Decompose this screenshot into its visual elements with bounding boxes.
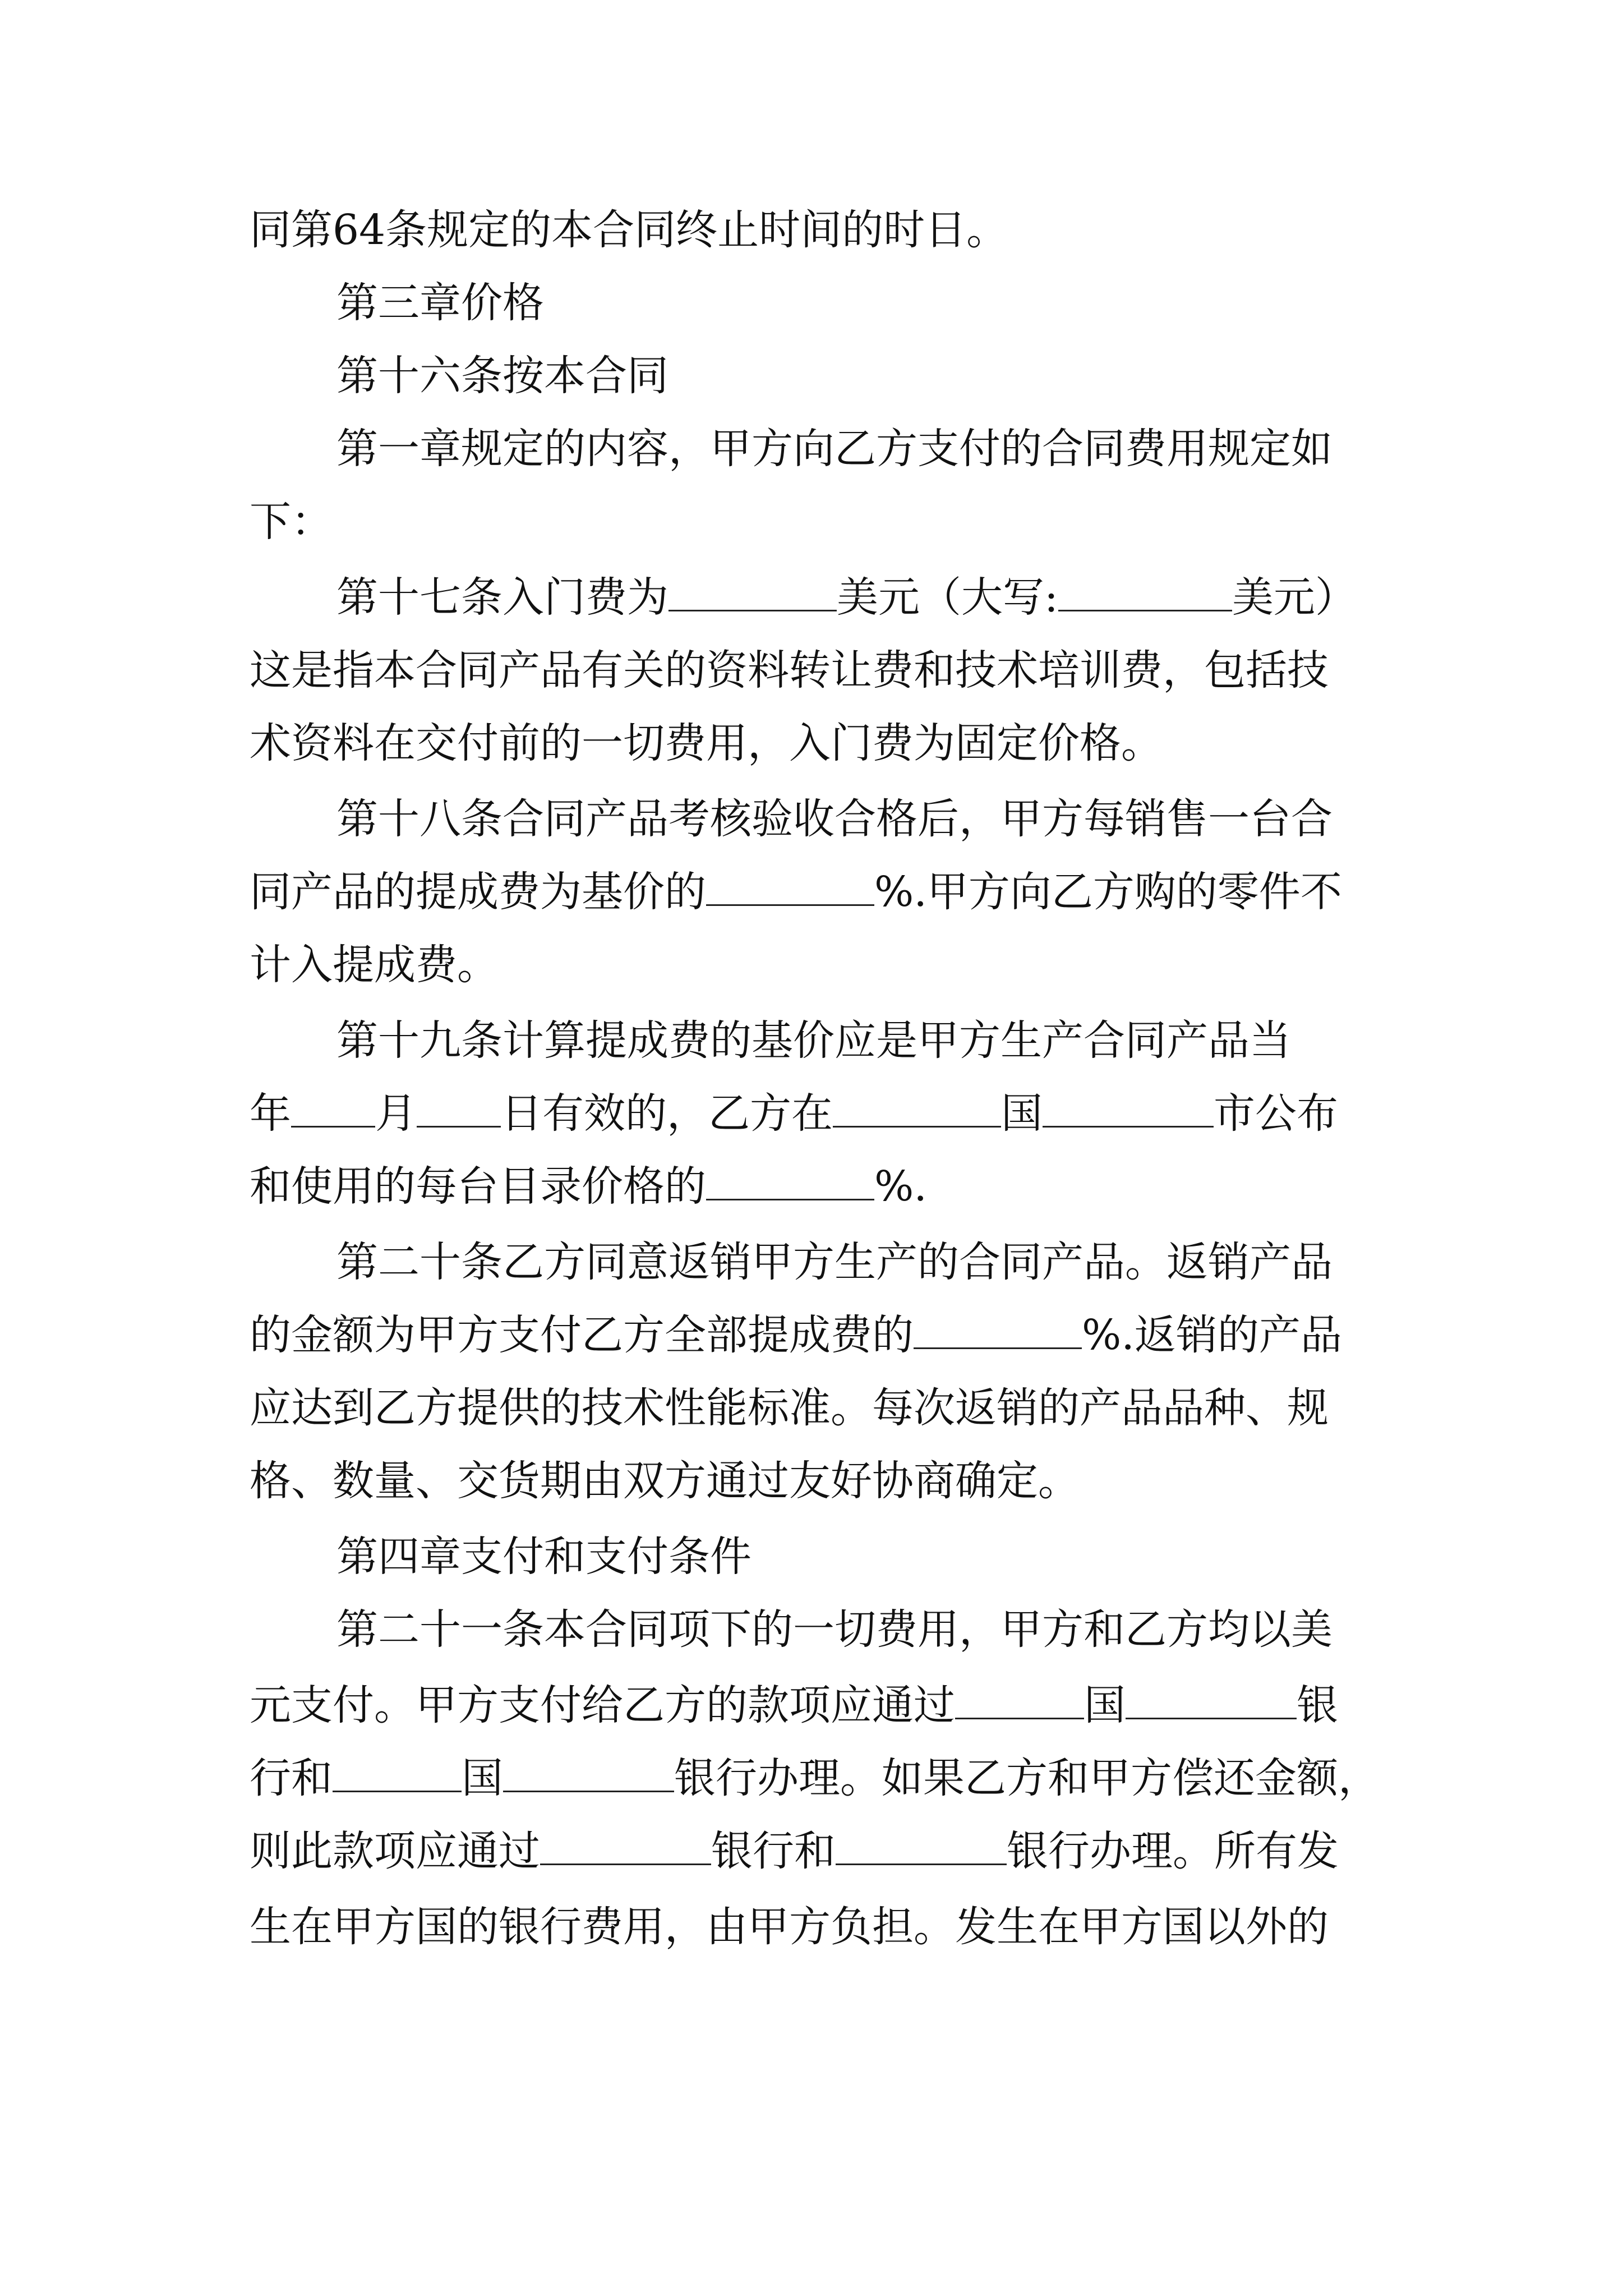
text-segment: 银行办理。所有发 (1007, 1827, 1339, 1875)
fill-blank (914, 1313, 1082, 1349)
text-line: 格、数量、交货期由双方通过友好协商确定。 (250, 1457, 1080, 1505)
text-segment: 元支付。甲方支付给乙方的款项应通过 (250, 1681, 955, 1729)
text-segment: 银 (1297, 1681, 1338, 1729)
fill-blank (503, 1756, 674, 1792)
fill-blank (1058, 575, 1232, 611)
fill-blank (833, 1091, 1001, 1128)
text-line: 第二十一条本合同项下的一切费用，甲方和乙方均以美 (336, 1605, 1332, 1654)
text-segment: 美元） (1232, 573, 1357, 622)
text-line: 第一章规定的内容，甲方向乙方支付的合同费用规定如 (336, 425, 1332, 473)
text-segment: 日有效的，乙方在 (501, 1089, 833, 1138)
text-segment: 年 (250, 1089, 291, 1138)
text-segment: 则此款项应通过 (250, 1827, 540, 1875)
text-line-with-blanks (250, 569, 1357, 625)
text-segment: %.返销的产品 (1082, 1311, 1342, 1359)
text-segment: 银行和 (711, 1827, 836, 1875)
text-segment: %. (874, 1162, 927, 1211)
text-line-with-blanks (250, 1677, 1338, 1733)
text-segment: 银行办理。如果乙方和甲方偿还金额， (674, 1754, 1380, 1802)
text-segment: 第十七条入门费为 (336, 573, 668, 622)
fill-blank (706, 1164, 874, 1200)
text-line: 第十九条计算提成费的基价应是甲方生产合同产品当 (336, 1016, 1291, 1065)
chapter-heading: 第四章支付和支付条件 (336, 1533, 751, 1581)
text-segment: %.甲方向乙方购的零件不 (874, 868, 1342, 916)
fill-blank (668, 575, 837, 611)
text-line: 第二十条乙方同意返销甲方生产的合同产品。返销产品 (336, 1238, 1332, 1286)
fill-blank (333, 1756, 462, 1792)
fill-blank (1126, 1683, 1297, 1719)
text-segment: 美元（大写: (837, 573, 1058, 622)
fill-blank (540, 1829, 711, 1865)
text-segment: 国 (1084, 1681, 1126, 1729)
text-line: 这是指本合同产品有关的资料转让费和技术培训费，包括技 (250, 646, 1329, 694)
text-segment: 同产品的提成费为基价的 (250, 868, 706, 916)
text-segment: 月 (375, 1089, 417, 1138)
text-segment: 行和 (250, 1754, 333, 1802)
text-segment: 国 (1001, 1089, 1043, 1138)
text-line-with-blanks (250, 1307, 1342, 1363)
text-line-with-blanks (250, 864, 1342, 920)
text-line: 第十八条合同产品考核验收合格后，甲方每销售一台合 (336, 795, 1332, 843)
fill-blank (955, 1683, 1084, 1719)
fill-blank (706, 869, 874, 906)
text-line: 同第64条规定的本合同终止时间的时日。 (250, 206, 1008, 254)
fill-blank (291, 1091, 375, 1128)
fill-blank (1043, 1091, 1214, 1128)
fill-blank (836, 1829, 1007, 1865)
text-segment: 国 (462, 1754, 503, 1802)
text-segment: 的金额为甲方支付乙方全部提成费的 (250, 1311, 914, 1359)
fill-blank (417, 1091, 501, 1128)
text-line-with-blanks (250, 1750, 1380, 1806)
text-line: 下： (250, 498, 333, 546)
text-line: 生在甲方国的银行费用，由甲方负担。发生在甲方国以外的 (250, 1903, 1329, 1951)
text-line: 应达到乙方提供的技术性能标准。每次返销的产品品种、规 (250, 1384, 1329, 1432)
text-line: 计入提成费。 (250, 941, 499, 989)
text-segment: 市公布 (1214, 1089, 1338, 1138)
text-segment: 和使用的每台目录价格的 (250, 1162, 706, 1211)
text-line-with-blanks (250, 1085, 1338, 1142)
text-line-with-blanks (250, 1158, 927, 1214)
text-line: 术资料在交付前的一切费用，入门费为固定价格。 (250, 719, 1163, 767)
text-line-with-blanks (250, 1823, 1339, 1879)
article-heading: 第十六条按本合同 (336, 352, 668, 400)
chapter-heading: 第三章价格 (336, 279, 544, 327)
